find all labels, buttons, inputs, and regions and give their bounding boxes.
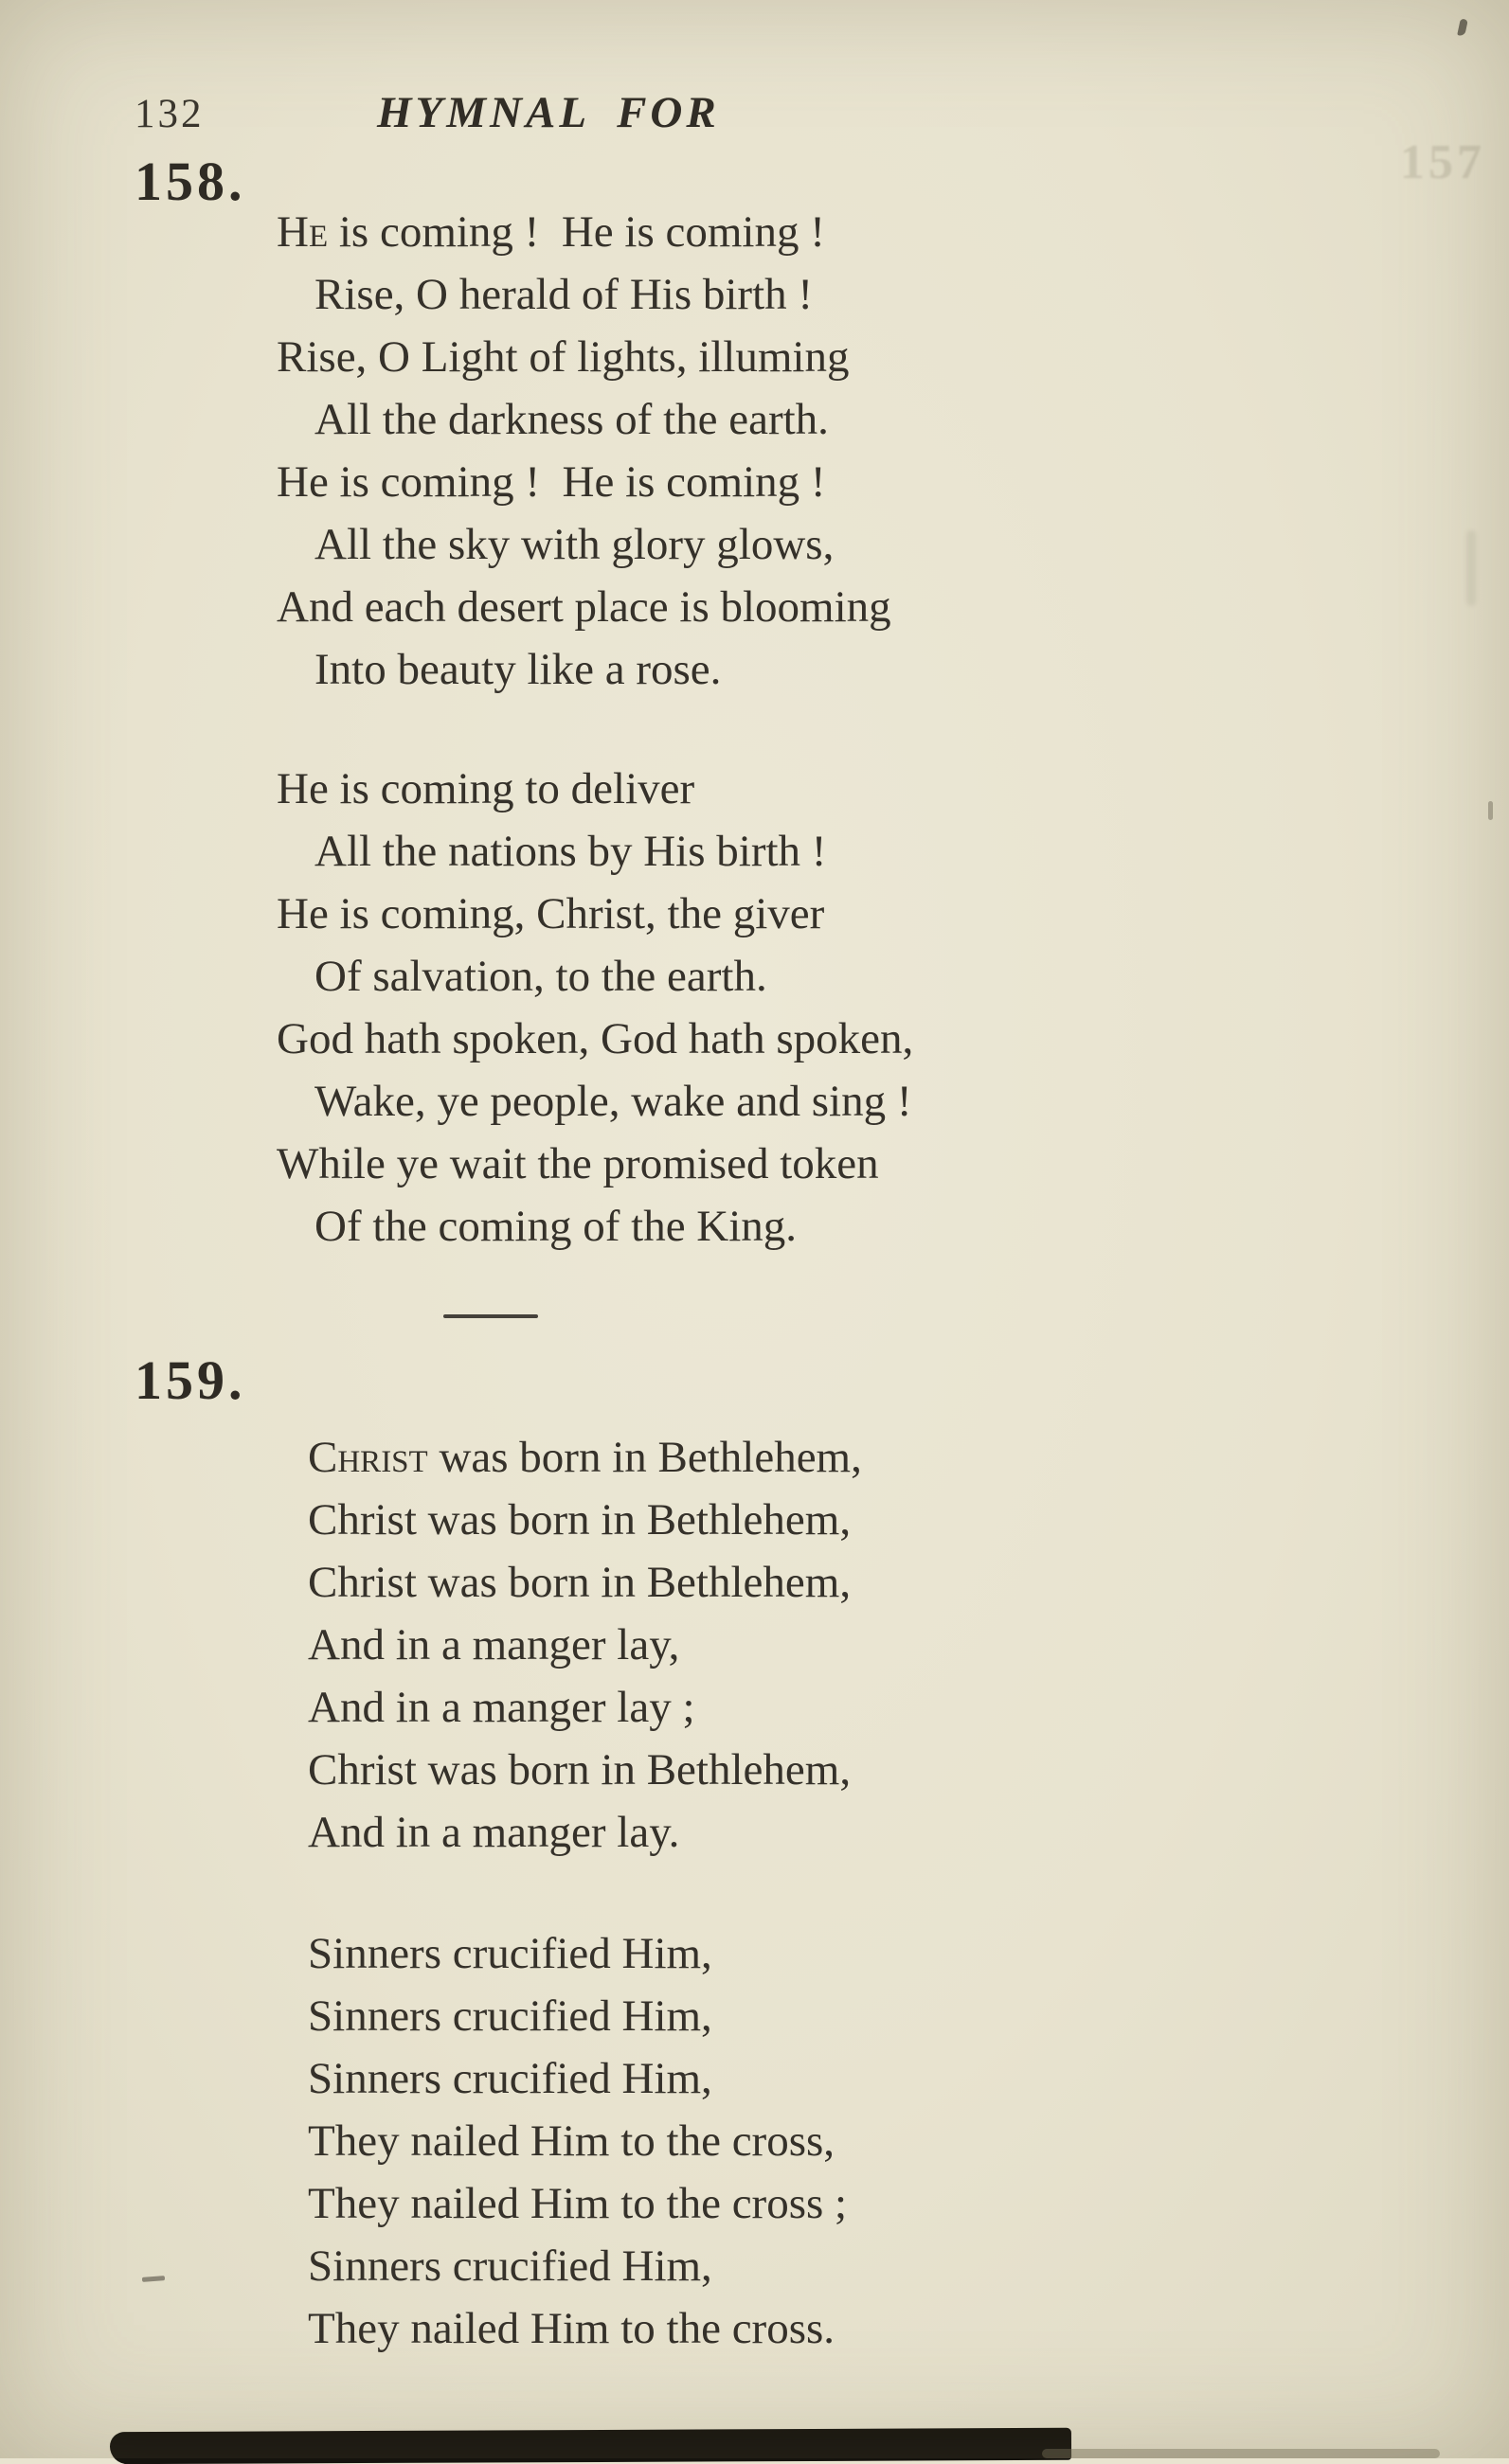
hymn-number-158: 158. [135,151,246,212]
page-number: 132 [135,92,205,136]
hymn-line: He is coming to deliver [277,764,695,813]
hymn-line: Rise, O Light of lights, illuming [277,332,850,382]
hymn-line: They nailed Him to the cross. [308,2304,835,2353]
hymn-159-stanza-2 [308,1922,847,2360]
hymn-line: Sinners crucified Him, [308,2054,712,2103]
hymn-line: Christ was born in Bethlehem, [308,1745,852,1794]
hymn-159-stanza-1 [308,1426,862,1864]
hymn-lead-word: He [277,207,329,257]
hymn-line [277,201,891,263]
hymn-line: They nailed Him to the cross ; [308,2179,848,2228]
hymn-line: All the nations by His birth ! [314,827,827,876]
scan-speck [1488,801,1493,820]
hymn-line: And each desert place is blooming [277,582,891,632]
hymn-line: Sinners crucified Him, [308,1991,712,2041]
scan-bottom-edge [110,2428,1071,2464]
hymn-line: And in a manger lay. [308,1808,680,1857]
hymn-158-stanza-1 [277,201,891,701]
hymn-line: Rise, O herald of His birth ! [314,270,814,319]
hymn-line: He is coming, Christ, the giver [277,889,825,938]
hymn-158-stanza-2 [277,758,913,1258]
hymn-lead-word: Christ [308,1433,428,1482]
hymn-line: They nailed Him to the cross, [308,2116,835,2166]
hymn-line: Sinners crucified Him, [308,1929,712,1978]
section-divider-rule [443,1314,538,1318]
hymn-line [308,1426,862,1489]
hymn-line: All the sky with glory glows, [314,520,835,569]
hymn-line: Wake, ye people, wake and sing ! [314,1077,912,1126]
hymn-line: And in a manger lay, [308,1620,680,1669]
hymn-line: Of salvation, to the earth. [314,952,767,1001]
hymn-line: And in a manger lay ; [308,1683,695,1732]
hymn-line: Into beauty like a rose. [314,645,722,694]
hymn-line: Christ was born in Bethlehem, [308,1495,852,1544]
scan-speck [1466,530,1476,606]
scan-bottom-edge-shadow [1042,2449,1440,2458]
hymn-line-rest: was born in Bethlehem, [427,1433,862,1482]
hymn-line: Of the coming of the King. [314,1202,798,1251]
hymn-line: He is coming ! He is coming ! [277,457,826,507]
hymn-line: While ye wait the promised token [277,1139,879,1188]
hymn-line: Christ was born in Bethlehem, [308,1558,852,1607]
page-bleed-through-number: 157 [1400,135,1485,189]
hymn-line-rest: is coming ! He is coming ! [328,207,825,257]
hymn-line: Sinners crucified Him, [308,2241,712,2291]
hymn-line: All the darkness of the earth. [314,395,829,444]
running-header: HYMNAL FOR [377,88,720,137]
hymn-number-159: 159. [135,1349,246,1411]
hymn-line: God hath spoken, God hath spoken, [277,1014,914,1063]
